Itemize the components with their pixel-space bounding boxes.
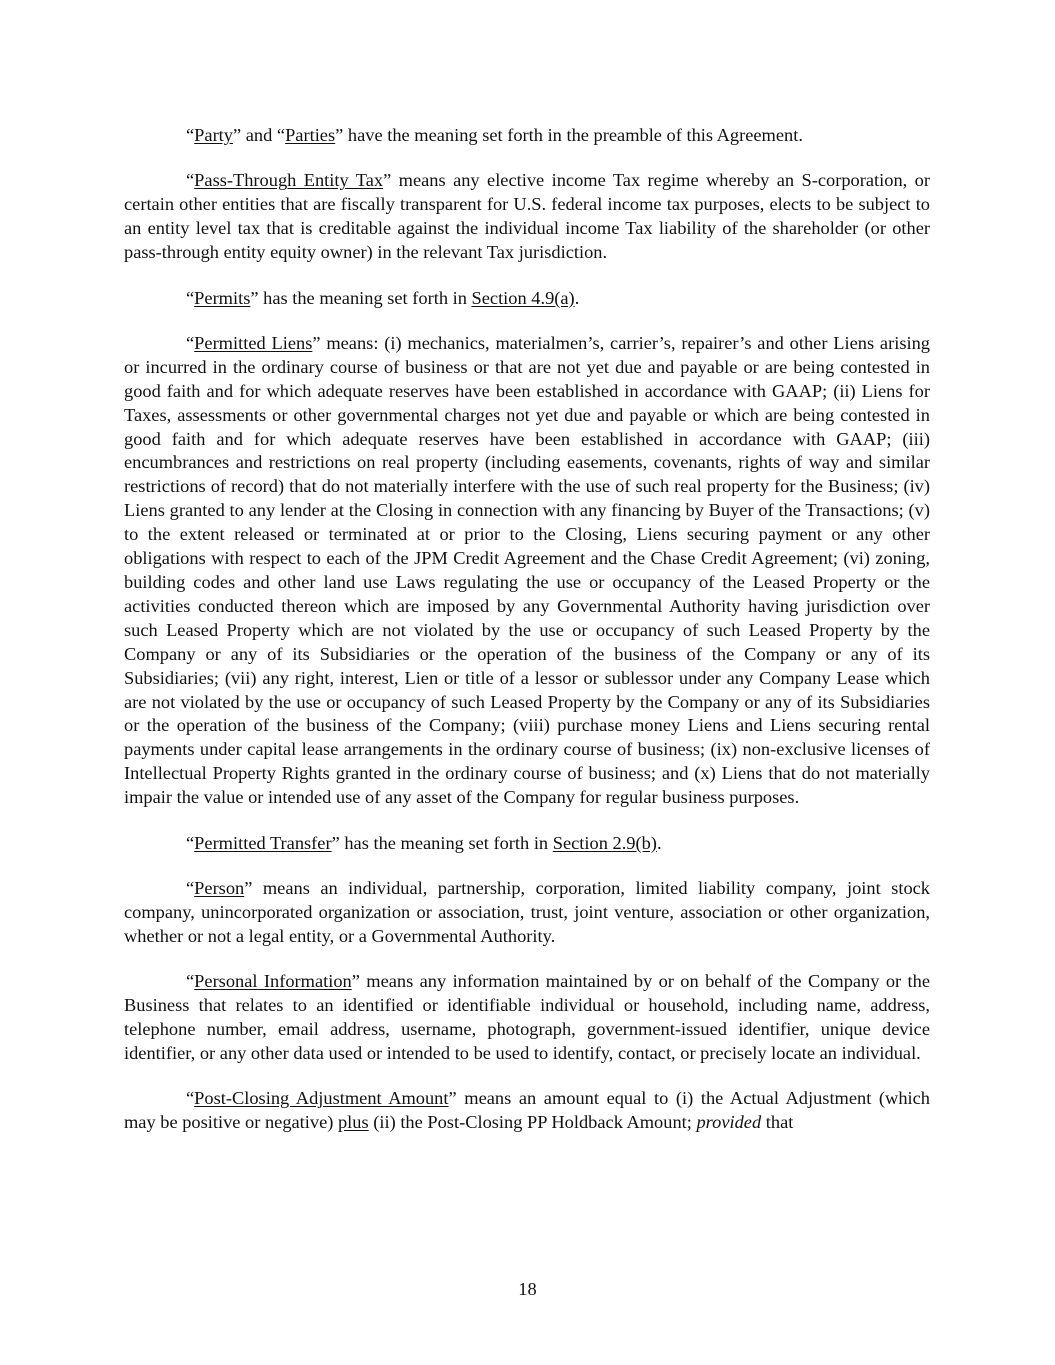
section-reference: Section 4.9(a) <box>471 287 575 308</box>
seg: ” means any information maintained by or on behalf of the Company or the Business that relates to an identified or identifiable individual or household, including name, address, telephone number, email address, username, photograph, government-issued identifier, unique device identifier, or any other data used or intended to be used to identify, contact, or precisely locate an individual. <box>124 971 931 1063</box>
seg: . <box>574 287 580 308</box>
section-reference: Section 2.9(b) <box>552 832 657 853</box>
seg: ” means an individual, partnership, corporation, limited liability company, joint stock company, unincorporated organization or association, trust, joint venture, association or other organization, whether or not a legal entity, or a Governmental Authority. <box>124 877 930 946</box>
definition-pass-through-entity-tax <box>124 169 930 265</box>
seg: ” and “ <box>233 125 286 145</box>
seg: ” means an amount equal to (i) the Actual Adjustment (which may be positive or negative) <box>124 1088 931 1133</box>
seg: “ <box>186 170 195 191</box>
definition-permitted-liens <box>124 332 930 810</box>
seg: “ <box>186 125 195 145</box>
definition-post-closing-adjustment-amount <box>124 1087 930 1135</box>
defined-term-personal-information: Personal Information <box>194 971 352 992</box>
defined-term-permitted-liens: Permitted Liens <box>194 332 313 353</box>
definition-permits <box>124 287 930 311</box>
seg: “ <box>186 1088 195 1109</box>
seg: that <box>761 1112 794 1133</box>
seg: . <box>656 832 662 853</box>
defined-term-permits: Permits <box>194 287 251 308</box>
seg: ” has the meaning set forth in <box>250 287 472 308</box>
defined-term-pass-through-entity-tax: Pass-Through Entity Tax <box>194 170 384 191</box>
defined-term-person: Person <box>194 877 245 898</box>
page-number: 18 <box>518 1279 537 1299</box>
definition-party <box>124 124 930 148</box>
emphasis-plus: plus <box>337 1112 369 1133</box>
defined-term-post-closing-adjustment-amount: Post-Closing Adjustment Amount <box>194 1088 449 1109</box>
seg: “ <box>186 332 195 353</box>
seg: “ <box>186 971 195 992</box>
seg: “ <box>186 832 195 853</box>
seg: ” means: (i) mechanics, materialmen’s, carrier’s, repairer’s and other Liens arising or incurred in the ordinary course of business or that are not yet due and payable or are being contested in good faith and for which adequate reserves have been established in accordance with GAAP; (ii) Liens for Taxes, assessments or other governmental charges not yet due and payable or which are being contested in good faith and for which adequate reserves have been established in accordance with GAAP; (iii) encumbrances and restrictions on real property (including easements, covenants, rights of way and similar restrictions of record) that do not materially interfere with the use of such real property for the Business; (iv) Liens granted to any lender at the Closing in connection with any financing by Buyer of the Transactions; (v) to the extent released or terminated at or prior to the Closing, Liens securing payment or any other obligations with respect to each of the JPM Credit Agreement and the Chase Credit Agreement; (vi) zoning, building codes and other land use Laws regulating the use or occupancy of the Leased Property or the activities conducted thereon which are imposed by any Governmental Authority having jurisdiction over such Leased Property which are not violated by the use or occupancy of such Leased Property by the Company or any of its Subsidiaries or the operation of the business of the Company or any of its Subsidiaries; (vii) any right, interest, Lien or title of a lessor or sublessor under any Company Lease which are not violated by the use or occupancy of such Leased Property by the Company or any of its Subsidiaries or the operation of the business of the Company; (viii) purchase money Liens and Liens securing rental payments under capital lease arrangements in the ordinary course of business; (ix) non-exclusive licenses of Intellectual Property Rights granted in the ordinary course of business; and (x) Liens that do not materially impair the value or intended use of any asset of the Company for regular business purposes. <box>124 332 930 808</box>
seg: (ii) the Post-Closing PP Holdback Amount; <box>368 1112 697 1133</box>
definition-person <box>124 877 930 949</box>
seg: ” have the meaning set forth in the preamble of this Agreement. <box>335 125 803 145</box>
seg: ” has the meaning set forth in <box>331 832 553 853</box>
seg: ” means any elective income Tax regime whereby an S-corporation, or certain other entities that are fiscally transparent for U.S. federal income tax purposes, elects to be subject to an entity level tax that is creditable against the individual income Tax liability of the shareholder (or other pass-through entity equity owner) in the relevant Tax jurisdiction. <box>124 170 930 263</box>
seg: “ <box>186 877 195 898</box>
defined-term-parties: Parties <box>285 125 336 145</box>
document-body <box>124 124 930 1157</box>
seg: “ <box>186 287 195 308</box>
definition-personal-information <box>124 970 930 1066</box>
defined-term-party: Party <box>194 125 233 145</box>
defined-term-permitted-transfer: Permitted Transfer <box>194 832 332 853</box>
definition-permitted-transfer <box>124 832 930 856</box>
emphasis-provided: provided <box>696 1112 762 1133</box>
